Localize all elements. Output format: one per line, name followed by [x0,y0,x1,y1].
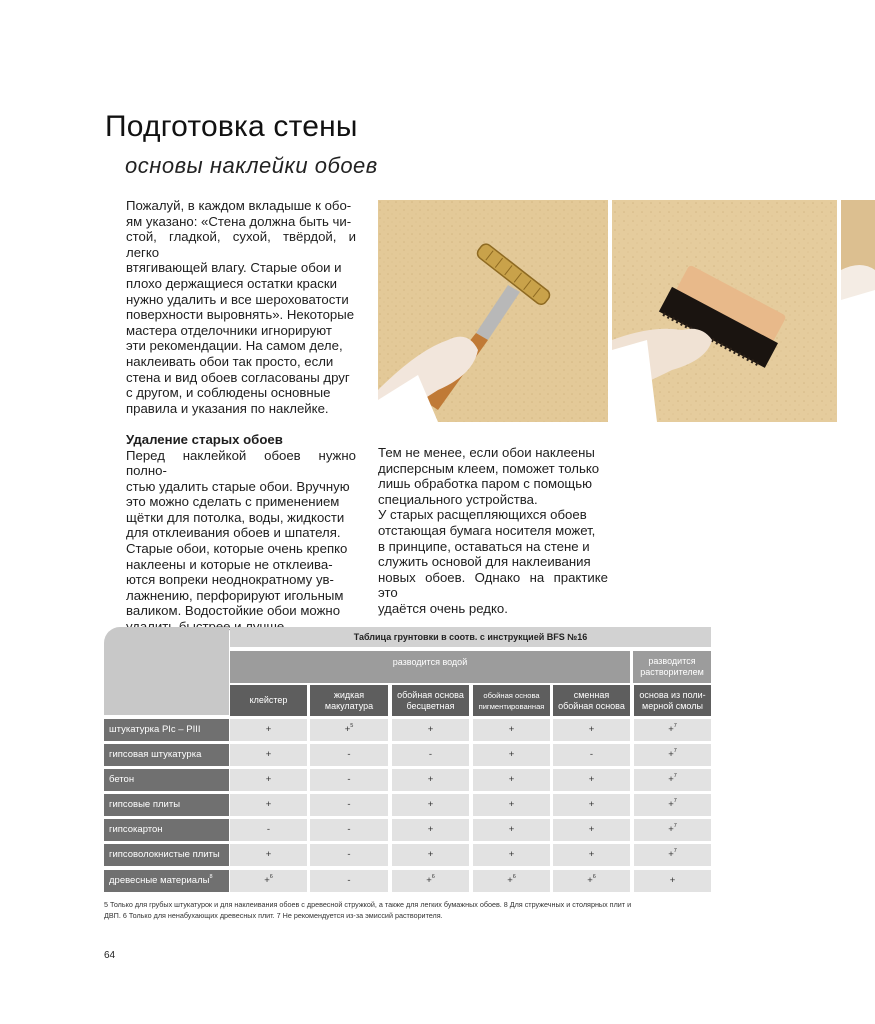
table-cell: + [230,719,307,741]
text-column-right [378,445,608,617]
table-cell: + [230,769,307,791]
text-line: специального устройства. [378,491,538,507]
table-cell: + [473,819,550,841]
table-cell: - [553,744,630,766]
text-line: плохо держащиеся остатки краски [126,275,337,291]
table-cell: +$^5$ [310,719,388,741]
row-label: гипсоволокнистые плиты [104,844,229,866]
table-cell: +$^7$ [634,769,711,791]
table-cell: +$^7$ [634,844,711,866]
table-cell: +$^7$ [634,719,711,741]
brush-photo [612,200,837,422]
table-cell: + [553,769,630,791]
text-line: валиком. Водостойкие обои можно [126,603,341,619]
text-line: Старые обои, которые очень крепко [126,541,348,557]
column-header: обойная основа бесцветная [392,685,469,716]
group-header-water: разводится водой [230,651,630,683]
table-cell: +$^6$ [392,870,469,892]
row-label: древесные материалы$^8$ [104,870,229,892]
table-cell: - [310,794,388,816]
intro-paragraph [126,198,356,416]
table-cell: + [473,719,550,741]
table-cell: + [553,719,630,741]
table-cell: + [473,769,550,791]
row-label: бетон [104,769,229,791]
column-header: жидкая макулатура [310,685,388,716]
text-line: лишь обработка паром с помощью [378,476,593,492]
text-line: стена и вид обоев согласованы друг [126,369,350,385]
text-line: лажнению, перфорируют игольным [126,587,344,603]
text-line: втягивающей влагу. Старые обои и [126,260,342,276]
text-line: стью удалить старые обои. Вручную [126,478,350,494]
table-cell: + [553,794,630,816]
column-header: основа из поли- мерной смолы [634,685,711,716]
page-subtitle: основы наклейки обоев [125,153,378,178]
text-line: щётки для потолка, воды, жидкости [126,509,345,525]
table-cell: + [230,794,307,816]
column-header: сменная обойная основа [553,685,630,716]
page-title: Подготовка стены [105,110,358,143]
table-cell: - [310,870,388,892]
table-title: Таблица грунтовки в соотв. с инструкцией BFS №16 [230,627,711,647]
table-cell: + [473,744,550,766]
text-line: эти рекомендации. На самом деле, [126,338,343,354]
text-line: отстающая бумага носителя может, [378,522,596,538]
column-header: обойная основа пигментированная [473,685,550,716]
text-line: Перед наклейкой обоев нужно полно- [126,447,356,479]
text-line: стой, гладкой, сухой, твёрдой, и легко [126,229,356,260]
table-cell: +$^7$ [634,744,711,766]
text-line: мастера отделочники игнорируют [126,322,332,338]
text-line: поверхности выровнять». Некоторые [126,307,355,323]
table-cell: - [310,744,388,766]
partial-photo [841,200,875,422]
row-label: гипсовая штукатурка [104,744,229,766]
table-cell: - [230,819,307,841]
needle-roller-photo [378,200,608,422]
body-paragraph [126,448,356,635]
table-corner [104,627,229,715]
table-cell: + [392,844,469,866]
table-cell: - [310,844,388,866]
text-line: нужно удалить и все шероховатости [126,291,349,307]
column-header: клейстер [230,685,307,716]
table-cell: + [553,844,630,866]
table-cell: + [392,819,469,841]
table-cell: - [392,744,469,766]
text-line: в принципе, оставаться на стене и [378,538,590,554]
table-cell: +$^7$ [634,794,711,816]
table-cell: - [310,819,388,841]
text-line: ются вопреки неоднократному ув- [126,572,334,588]
table-cell: + [634,870,711,892]
text-line: У старых расщепляющихся обоев [378,507,587,523]
table-cell: +$^6$ [553,870,630,892]
text-line: ям указано: «Стена должна быть чи- [126,213,352,229]
table-cell: + [473,844,550,866]
table-cell: + [392,719,469,741]
text-line: удаётся очень редко. [378,600,508,616]
table-cell: + [473,794,550,816]
text-line: это можно сделать с применением [126,494,340,510]
row-label: штукатурка PIc – PIII [104,719,229,741]
table-footnote: 5 Только для грубых штукатурок и для наклеивания обоев с древесной стружкой, а также для легких бумажных обоев. 8 Для стружечных и столярных плит и ДВП. 6 Только для ненабухающих древесных плит. 7 Не рекомендуется из-за эмиссий растворителя. [104,900,632,920]
body-paragraph-right [378,445,608,617]
row-label: гипсокартон [104,819,229,841]
table-cell: + [230,744,307,766]
text-line: правила и указания по наклейке. [126,400,329,416]
text-line: служить основой для наклеивания [378,554,591,570]
table-cell: + [392,794,469,816]
text-line: дисперсным клеем, поможет только [378,460,600,476]
group-header-solvent: разводится растворителем [633,651,711,683]
section-heading: Удаление старых обоев [126,431,283,447]
table-cell: + [392,769,469,791]
text-line: с другом, и соблюдены основные [126,385,331,401]
table-cell: + [230,844,307,866]
text-line: Пожалуй, в каждом вкладыше к обо- [126,198,352,213]
text-line: для отклеивания обоев и шпателя. [126,525,341,541]
text-column-left [126,198,356,635]
row-label: гипсовые плиты [104,794,229,816]
table-cell: +$^7$ [634,819,711,841]
table-cell: +$^6$ [473,870,550,892]
table-cell: +$^6$ [230,870,307,892]
text-line: наклеивать обои так просто, если [126,353,334,369]
page-number: 64 [104,950,116,961]
text-line: Тем не менее, если обои наклеены [378,445,595,460]
text-line: новых обоев. Однако на практике это [378,569,608,601]
table-cell: + [553,819,630,841]
table-cell: - [310,769,388,791]
text-line: наклеены и которые не отклеива- [126,556,333,572]
